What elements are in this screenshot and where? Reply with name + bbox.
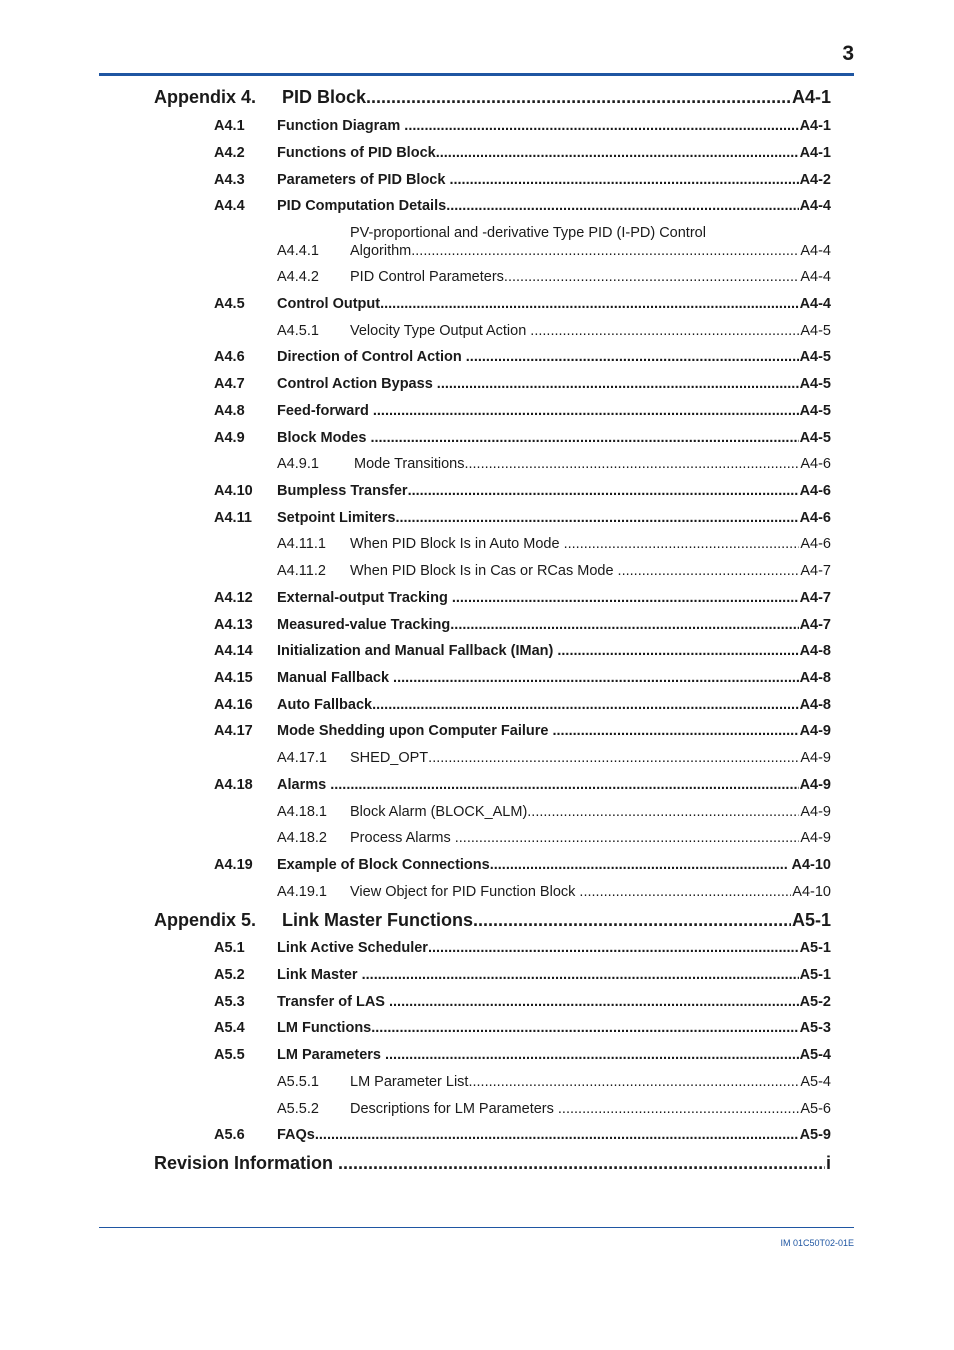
toc-section-entry[interactable] <box>0 966 954 984</box>
toc-entry-page: A4-5 <box>799 376 831 392</box>
toc-entry-title: Algorithm <box>350 243 412 259</box>
toc-section-entry[interactable] <box>0 722 954 740</box>
toc-entry-body <box>277 696 831 714</box>
toc-leader-dots <box>428 939 799 957</box>
toc-subsection-entry[interactable] <box>0 749 954 767</box>
toc-entry-page: A4-5 <box>800 323 831 339</box>
toc-subsection-entry[interactable] <box>0 803 954 821</box>
toc-entry-page: A4-7 <box>799 617 831 633</box>
toc-leader-dots <box>558 1100 799 1118</box>
toc-entry-body <box>350 1073 831 1091</box>
header-rule <box>99 73 854 76</box>
toc-leader-dots <box>408 482 799 500</box>
toc-entry-page: A4-1 <box>799 145 831 161</box>
toc-leader-dots <box>464 455 799 473</box>
toc-entry-number: A4.11.1 <box>277 536 326 552</box>
toc-entry-body <box>154 1152 831 1174</box>
toc-entry-body <box>277 295 831 313</box>
toc-leader-dots <box>564 535 800 553</box>
toc-leader-dots <box>389 993 799 1011</box>
toc-entry-body <box>350 535 831 553</box>
toc-entry-page: A4-5 <box>799 403 831 419</box>
toc-entry-title: SHED_OPT <box>350 750 429 766</box>
toc-entry-number: A5.3 <box>214 994 245 1010</box>
toc-entry-body <box>350 268 831 286</box>
toc-entry-body <box>277 117 831 135</box>
toc-entry-body <box>277 171 831 189</box>
toc-entry-number: A4.18 <box>214 777 253 793</box>
toc-leader-dots <box>380 295 798 313</box>
toc-entry-body <box>277 966 831 984</box>
toc-entry-body <box>277 669 831 687</box>
toc-section-entry[interactable] <box>0 939 954 957</box>
toc-entry-title: Revision Information <box>154 1153 339 1173</box>
toc-entry-number: A5.5.2 <box>277 1101 319 1117</box>
toc-leader-dots <box>452 589 799 607</box>
toc-entry-body <box>277 589 831 607</box>
toc-section-entry[interactable] <box>0 669 954 687</box>
toc-entry-title: LM Parameters <box>277 1047 385 1063</box>
document-id: IM 01C50T02-01E <box>780 1238 854 1248</box>
toc-leader-dots <box>437 375 799 393</box>
toc-entry-page: A4-5 <box>799 349 831 365</box>
toc-leader-dots <box>395 509 798 527</box>
toc-entry-title: Mode Shedding upon Computer Failure <box>277 723 553 739</box>
toc-entry-page: A4-1 <box>791 87 831 107</box>
toc-entry-number: A5.5 <box>214 1047 245 1063</box>
toc-leader-dots <box>404 117 798 135</box>
toc-entry-page: A4-4 <box>799 296 831 312</box>
toc-section-entry[interactable] <box>0 1019 954 1037</box>
toc-entry-page: A4-8 <box>799 643 831 659</box>
toc-section-entry[interactable] <box>0 348 954 366</box>
toc-section-entry[interactable] <box>0 117 954 135</box>
toc-leader-dots <box>455 829 800 847</box>
toc-entry-page: A4-2 <box>799 172 831 188</box>
toc-entry-page: A5-1 <box>799 940 831 956</box>
toc-leader-dots <box>371 1019 798 1037</box>
toc-entry-title: Control Action Bypass <box>277 376 437 392</box>
toc-entry-page: A4-7 <box>799 590 831 606</box>
toc-section-entry[interactable] <box>0 375 954 393</box>
toc-entry-title: View Object for PID Function Block <box>350 884 580 900</box>
toc-entry-page: A5-9 <box>799 1127 831 1143</box>
toc-entry-page: A5-1 <box>791 910 831 930</box>
toc-entry-body <box>350 322 831 340</box>
toc-entry-title: Velocity Type Output Action <box>350 323 531 339</box>
toc-entry-number: A4.3 <box>214 172 245 188</box>
toc-entry-number: A4.17.1 <box>277 750 327 766</box>
toc-entry-number: A5.2 <box>214 967 245 983</box>
toc-section-entry[interactable] <box>0 616 954 634</box>
toc-revision-entry[interactable] <box>0 1152 954 1174</box>
toc-entry-title: Block Modes <box>277 430 371 446</box>
toc-entry-body <box>277 348 831 366</box>
toc-leader-dots <box>466 348 799 366</box>
toc-section-entry[interactable] <box>0 993 954 1011</box>
toc-entry-title: Bumpless Transfer <box>277 483 408 499</box>
toc-entry-page: A4-8 <box>799 697 831 713</box>
toc-entry-number: A4.7 <box>214 376 245 392</box>
toc-entry-title: PID Computation Details <box>277 198 447 214</box>
toc-entry-title: Transfer of LAS <box>277 994 389 1010</box>
toc-entry-number: A4.17 <box>214 723 253 739</box>
toc-entry-page: A4-9 <box>800 804 831 820</box>
toc-entry-number: A4.5.1 <box>277 323 319 339</box>
toc-entry-title: When PID Block Is in Cas or RCas Mode <box>350 563 618 579</box>
toc-entry-number: A4.9 <box>214 430 245 446</box>
toc-appendix-entry[interactable] <box>0 86 954 108</box>
toc-entry-body <box>277 642 831 660</box>
toc-entry-page: A4-6 <box>800 456 831 472</box>
toc-entry-title: Parameters of PID Block <box>277 172 450 188</box>
toc-entry-body <box>277 197 831 215</box>
toc-entry-body <box>277 144 831 162</box>
toc-section-entry[interactable] <box>0 509 954 527</box>
toc-leader-dots <box>315 1126 799 1144</box>
toc-entry-body <box>277 856 831 874</box>
toc-entry-page: A5-4 <box>800 1074 831 1090</box>
toc-entry-number: Appendix 4. <box>154 87 257 107</box>
toc-entry-number: A4.6 <box>214 349 245 365</box>
toc-entry-title: Process Alarms <box>350 830 455 846</box>
toc-subsection-entry[interactable] <box>0 883 954 901</box>
toc-entry-body <box>282 86 831 108</box>
toc-entry-number: Appendix 5. <box>154 910 257 930</box>
toc-entry-title: Block Alarm (BLOCK_ALM) <box>350 804 528 820</box>
toc-leader-dots <box>618 562 800 580</box>
toc-section-entry[interactable] <box>0 856 954 874</box>
toc-entry-body <box>277 375 831 393</box>
toc-entry-page: A4-7 <box>800 563 831 579</box>
toc-entry-number: A4.14 <box>214 643 253 659</box>
toc-leader-dots <box>393 669 799 687</box>
toc-subsection-entry[interactable] <box>0 535 954 553</box>
toc-entry-body <box>277 993 831 1011</box>
toc-entry-body <box>277 616 831 634</box>
toc-section-entry[interactable] <box>0 144 954 162</box>
toc-entry-number: A4.15 <box>214 670 253 686</box>
toc-entry-body <box>277 402 831 420</box>
toc-entry-page: A4-4 <box>800 269 831 285</box>
toc-entry-body <box>277 1046 831 1064</box>
toc-subsection-entry[interactable] <box>0 268 954 286</box>
toc-entry-number: A4.11.2 <box>277 563 326 579</box>
toc-leader-dots <box>436 144 799 162</box>
toc-subsection-entry[interactable] <box>0 1100 954 1118</box>
toc-section-entry[interactable] <box>0 642 954 660</box>
toc-entry-page: A4-9 <box>800 830 831 846</box>
toc-entry-body <box>350 562 831 580</box>
toc-entry-page: A4-9 <box>800 750 831 766</box>
toc-appendix-entry[interactable] <box>0 909 954 931</box>
toc-entry-page: A5-2 <box>799 994 831 1010</box>
toc-section-entry[interactable] <box>0 776 954 794</box>
toc-entry-body <box>277 429 831 447</box>
toc-entry-number: A4.9.1 <box>277 456 319 472</box>
toc-section-entry[interactable] <box>0 482 954 500</box>
toc-entry-number: A5.5.1 <box>277 1074 319 1090</box>
page-number: 3 <box>842 42 854 65</box>
toc-subsection-entry[interactable] <box>0 1073 954 1091</box>
toc-leader-dots <box>411 242 799 260</box>
toc-entry-page: A5-6 <box>800 1101 831 1117</box>
toc-entry-title: PID Control Parameters <box>350 269 504 285</box>
toc-entry-title: Link Master <box>277 967 362 983</box>
toc-leader-dots <box>468 1073 799 1091</box>
toc-entry-body <box>350 749 831 767</box>
toc-leader-dots <box>362 966 799 984</box>
toc-entry-number: A4.2 <box>214 145 245 161</box>
toc-entry-number: A5.4 <box>214 1020 245 1036</box>
toc-entry-page: A4-6 <box>799 483 831 499</box>
toc-entry-body <box>350 883 831 901</box>
toc-leader-dots <box>373 402 799 420</box>
toc-entry-body <box>350 829 831 847</box>
toc-entry-title: Direction of Control Action <box>277 349 466 365</box>
toc-leader-dots <box>530 322 799 340</box>
toc-section-entry[interactable] <box>0 402 954 420</box>
toc-entry-body <box>282 909 831 931</box>
toc-entry-body <box>277 776 831 794</box>
toc-entry-page: A5-4 <box>799 1047 831 1063</box>
toc-entry-number: A4.1 <box>214 118 245 134</box>
toc-entry-page: A4-8 <box>799 670 831 686</box>
toc-section-entry[interactable] <box>0 171 954 189</box>
toc-entry-body <box>350 1100 831 1118</box>
toc-leader-dots <box>579 883 791 901</box>
toc-entry-body <box>277 939 831 957</box>
toc-entry-title: Example of Block Connections <box>277 857 490 873</box>
toc-entry-title: Setpoint Limiters <box>277 510 396 526</box>
toc-entry-body <box>277 1126 831 1144</box>
toc-leader-dots <box>449 171 798 189</box>
toc-entry-body <box>350 803 831 821</box>
toc-section-entry[interactable] <box>0 429 954 447</box>
toc-entry-number: A4.19 <box>214 857 253 873</box>
toc-entry-page: A4-1 <box>799 118 831 134</box>
toc-entry-title: External-output Tracking <box>277 590 452 606</box>
toc-entry-page: A4-9 <box>799 777 831 793</box>
toc-section-entry[interactable] <box>0 696 954 714</box>
toc-entry-number: A5.1 <box>214 940 245 956</box>
toc-section-entry[interactable] <box>0 589 954 607</box>
toc-entry-page: A4-10 <box>792 884 831 900</box>
toc-entry-title: LM Functions <box>277 1020 372 1036</box>
toc-section-entry[interactable] <box>0 295 954 313</box>
toc-entry-title: PID Block <box>282 87 367 107</box>
toc-entry-body <box>277 509 831 527</box>
toc-leader-dots <box>330 776 798 794</box>
toc-entry-title: Function Diagram <box>277 118 405 134</box>
toc-leader-dots <box>385 1046 799 1064</box>
toc-entry-page: A4-4 <box>800 243 831 259</box>
toc-entry-number: A4.8 <box>214 403 245 419</box>
toc-entry-body <box>277 1019 831 1037</box>
toc-entry-title: Measured-value Tracking <box>277 617 451 633</box>
toc-subsection-entry[interactable] <box>0 562 954 580</box>
toc-entry-title: FAQs <box>277 1127 315 1143</box>
toc-entry-number: A4.12 <box>214 590 253 606</box>
toc-leader-dots <box>473 909 791 931</box>
toc-entry-body <box>350 242 831 260</box>
toc-leader-dots <box>372 696 798 714</box>
toc-entry-page: A4-6 <box>799 510 831 526</box>
toc-entry-number: A4.18.1 <box>277 804 327 820</box>
toc-leader-dots <box>450 616 798 634</box>
toc-entry-page: i <box>825 1153 831 1173</box>
toc-leader-dots <box>553 722 799 740</box>
toc-entry-body <box>350 455 831 473</box>
footer-rule <box>99 1227 854 1228</box>
toc-entry-page: A4-5 <box>799 430 831 446</box>
toc-entry-title: Descriptions for LM Parameters <box>350 1101 558 1117</box>
toc-leader-dots <box>557 642 798 660</box>
toc-entry-page: A4-9 <box>799 723 831 739</box>
toc-leader-dots <box>366 86 791 108</box>
toc-subsection-entry[interactable] <box>0 455 954 473</box>
toc-entry-number: A4.10 <box>214 483 253 499</box>
toc-entry-number: A4.16 <box>214 697 253 713</box>
toc-leader-dots <box>446 197 798 215</box>
toc-entry-title: Feed-forward <box>277 403 373 419</box>
toc-leader-dots <box>338 1152 825 1174</box>
toc-entry-number: A4.4.1 <box>277 243 319 259</box>
toc-entry-title: When PID Block Is in Auto Mode <box>350 536 564 552</box>
toc-entry-page: A4-4 <box>799 198 831 214</box>
toc-entry-body <box>277 722 831 740</box>
toc-entry-title: Link Active Scheduler <box>277 940 428 956</box>
toc-entry-title: Functions of PID Block <box>277 145 436 161</box>
toc-entry-number: A4.18.2 <box>277 830 327 846</box>
toc-section-entry[interactable] <box>0 1126 954 1144</box>
toc-entry-page: A5-1 <box>799 967 831 983</box>
toc-entry-title-line1: PV-proportional and -derivative Type PID (I-PD) Control <box>350 225 706 241</box>
toc-entry-title: Auto Fallback <box>277 697 373 713</box>
toc-entry-title: Mode Transitions <box>350 456 465 472</box>
toc-subsection-entry[interactable] <box>0 829 954 847</box>
toc-entry-title: Manual Fallback <box>277 670 394 686</box>
toc-entry-title: Initialization and Manual Fallback (IMan) <box>277 643 558 659</box>
toc-entry-page: A4-10 <box>788 857 831 873</box>
toc-entry-body <box>277 482 831 500</box>
toc-entry-title: LM Parameter List <box>350 1074 469 1090</box>
toc-entry-number: A4.11 <box>214 510 252 526</box>
toc-entry-number: A4.4.2 <box>277 269 319 285</box>
toc-leader-dots <box>504 268 799 286</box>
toc-entry-title: Alarms <box>277 777 331 793</box>
toc-section-entry[interactable] <box>0 1046 954 1064</box>
toc-subsection-entry[interactable] <box>0 225 954 260</box>
toc-entry-page: A4-6 <box>800 536 831 552</box>
toc-leader-dots <box>490 856 787 874</box>
toc-entry-page: A5-3 <box>799 1020 831 1036</box>
toc-entry-number: A4.4 <box>214 198 245 214</box>
toc-section-entry[interactable] <box>0 197 954 215</box>
toc-leader-dots <box>527 803 799 821</box>
toc-entry-number: A4.13 <box>214 617 253 633</box>
toc-subsection-entry[interactable] <box>0 322 954 340</box>
toc-entry-number: A4.5 <box>214 296 245 312</box>
toc-entry-title: Link Master Functions <box>282 910 474 930</box>
toc-entry-title: Control Output <box>277 296 381 312</box>
toc-leader-dots <box>428 749 799 767</box>
toc-entry-number: A4.19.1 <box>277 884 327 900</box>
toc-leader-dots <box>370 429 798 447</box>
toc-entry-number: A5.6 <box>214 1127 245 1143</box>
